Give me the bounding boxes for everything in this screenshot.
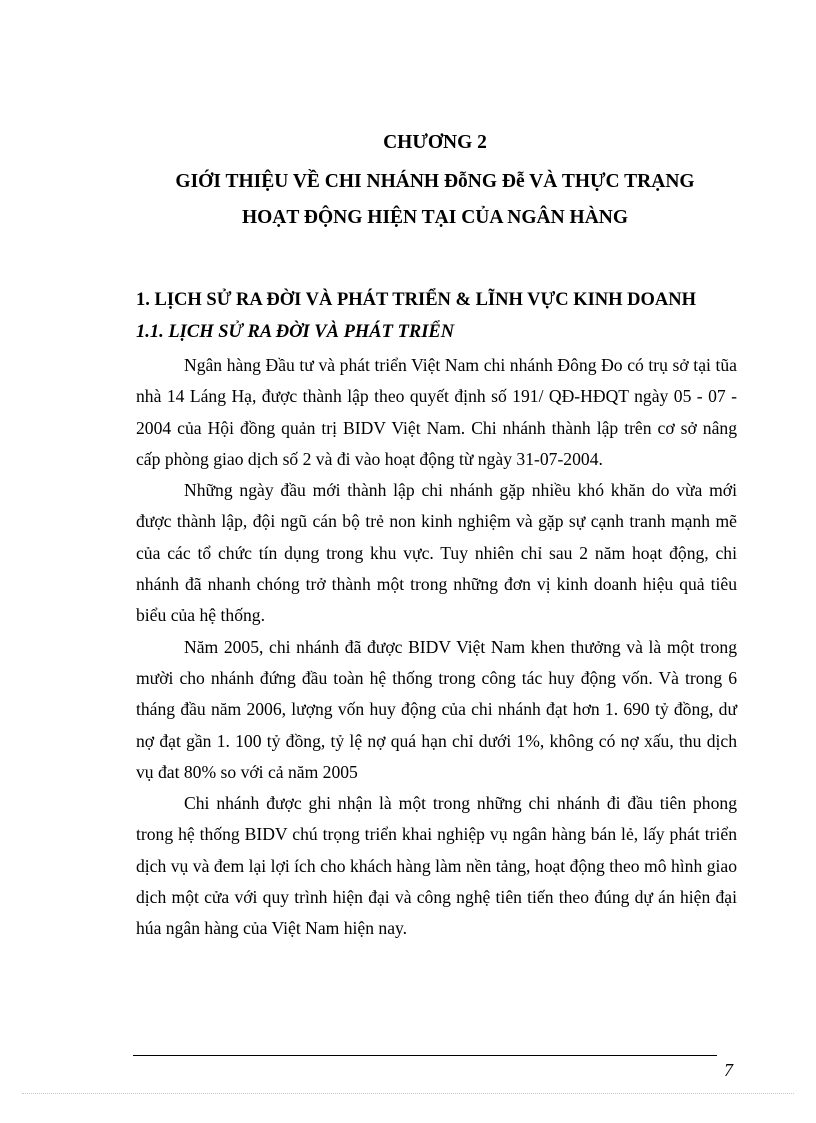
chapter-title-line-2: HOẠT ĐỘNG HIỆN TẠI CỦA NGÂN HÀNG xyxy=(241,207,629,228)
page-bottom-border xyxy=(22,1093,794,1094)
paragraph-2: Những ngày đầu mới thành lập chi nhánh gặp nhiều khó khăn do vừa mới được thành lập, đội ngũ cán bộ trẻ non kinh nghiệm và gặp sự cạnh tranh mạnh mẽ của các tổ chức tín dụng trong khu vực. Tuy nhiên chỉ sau 2 năm hoạt động, chi nhánh đã nhanh chóng trở thành một trong những đơn vị kinh doanh hiệu quả tiêu biểu của hệ thống. xyxy=(136,480,737,626)
paragraph-4: Chi nhánh được ghi nhận là một trong những chi nhánh đi đầu tiên phong trong hệ thống BIDV chú trọng triển khai nghiệp vụ ngân hàng bán lẻ, lấy phát triển dịch vụ và đem lại lợi ích cho khách hàng làm nền tảng, hoạt động theo mô hình giao dịch một cửa với quy trình hiện đại và công nghệ tiên tiến theo đúng dự án hiện đại húa ngân hàng của Việt Nam hiện nay. xyxy=(136,793,737,939)
subsection-heading: 1.1. LỊCH SỬ RA ĐỜI VÀ PHÁT TRIỂN xyxy=(136,322,455,342)
body-text xyxy=(136,350,737,945)
footer-divider xyxy=(133,1055,717,1056)
section-heading: 1. LỊCH SỬ RA ĐỜI VÀ PHÁT TRIỂN & LĨNH VỰC KINH DOANH xyxy=(136,290,697,310)
paragraph-3: Năm 2005, chi nhánh đã được BIDV Việt Nam khen thưởng và là một trong mười cho nhánh đứng đầu toàn hệ thống trong công tác huy động vốn. Và trong 6 tháng đầu năm 2006, lượng vốn huy động của chi nhánh đạt hơn 1. 690 tỷ đồng, dư nợ đạt gần 1. 100 tỷ đồng, tỷ lệ nợ quá hạn chỉ dưới 1%, không có nợ xấu, thu dịch vụ đat 80% so với cả năm 2005 xyxy=(136,636,737,782)
page-number: 7 xyxy=(724,1060,733,1080)
chapter-number: CHƯƠNG 2 xyxy=(383,132,487,153)
chapter-title-line-1: GIỚI THIỆU VỀ CHI NHÁNH ĐỗNG Đễ VÀ THỰC TRẠNG xyxy=(175,171,695,192)
paragraph-1: Ngân hàng Đầu tư và phát triển Việt Nam chi nhánh Đông Đo có trụ sở tại tũa nhà 14 Láng Hạ, được thành lập theo quyết định số 191/ QĐ-HĐQT ngày 05 - 07 - 2004 của Hội đồng quản trị BIDV Việt Nam. Chi nhánh thành lập trên cơ sở nâng cấp phòng giao dịch số 2 và đi vào hoạt động từ ngày 31-07-2004. xyxy=(136,355,737,469)
